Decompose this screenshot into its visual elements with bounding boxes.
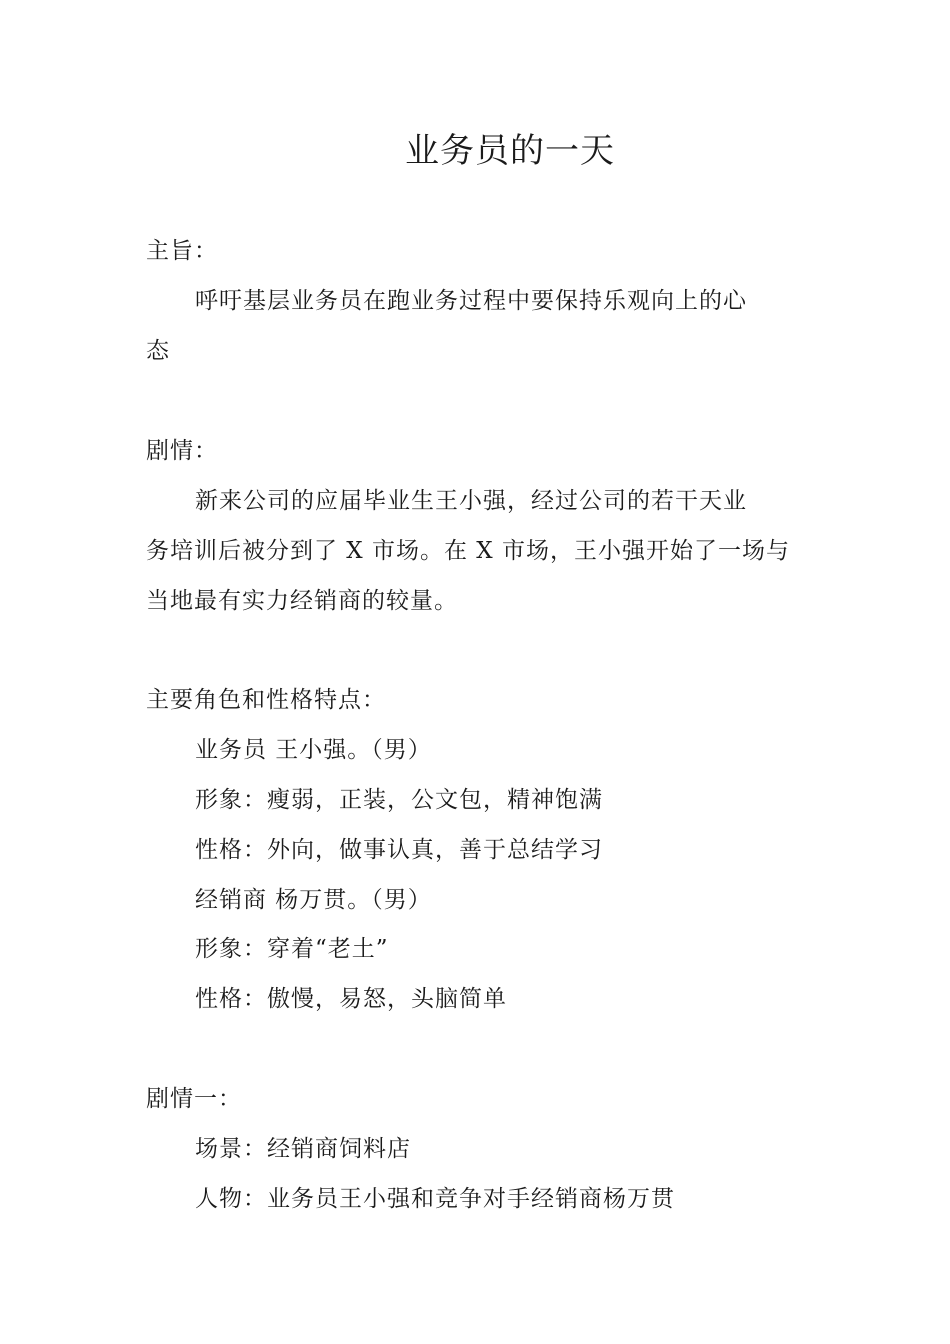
character-item-3: 性格：外向，做事认真，善于总结学习 — [195, 837, 603, 863]
character-item-4: 经销商 杨万贯。（男） — [195, 887, 432, 913]
characters-heading: 主要角色和性格特点： — [146, 687, 386, 713]
plot-line-2: 务培训后被分到了 X 市场。在 X 市场，王小强开始了一场与 — [146, 538, 790, 564]
character-item-5: 形象：穿着“老土” — [195, 936, 389, 962]
plot-line-1: 新来公司的应届毕业生王小强，经过公司的若干天业 — [195, 488, 747, 514]
purpose-heading: 主旨： — [146, 238, 218, 264]
purpose-line-2: 态 — [146, 338, 170, 364]
document-title: 业务员的一天 — [405, 131, 615, 171]
plot-heading: 剧情： — [146, 438, 218, 464]
character-item-1: 业务员 王小强。（男） — [195, 737, 432, 763]
purpose-line-1: 呼吁基层业务员在跑业务过程中要保持乐观向上的心 — [195, 288, 747, 314]
character-item-6: 性格：傲慢，易怒，头脑简单 — [195, 986, 507, 1012]
character-item-2: 形象：瘦弱，正装，公文包，精神饱满 — [195, 787, 603, 813]
plot-one-heading: 剧情一： — [146, 1086, 242, 1112]
plot-line-3: 当地最有实力经销商的较量。 — [146, 588, 458, 614]
plot-one-item-1: 场景：经销商饲料店 — [195, 1136, 411, 1162]
plot-one-item-2: 人物：业务员王小强和竞争对手经销商杨万贯 — [195, 1186, 675, 1212]
